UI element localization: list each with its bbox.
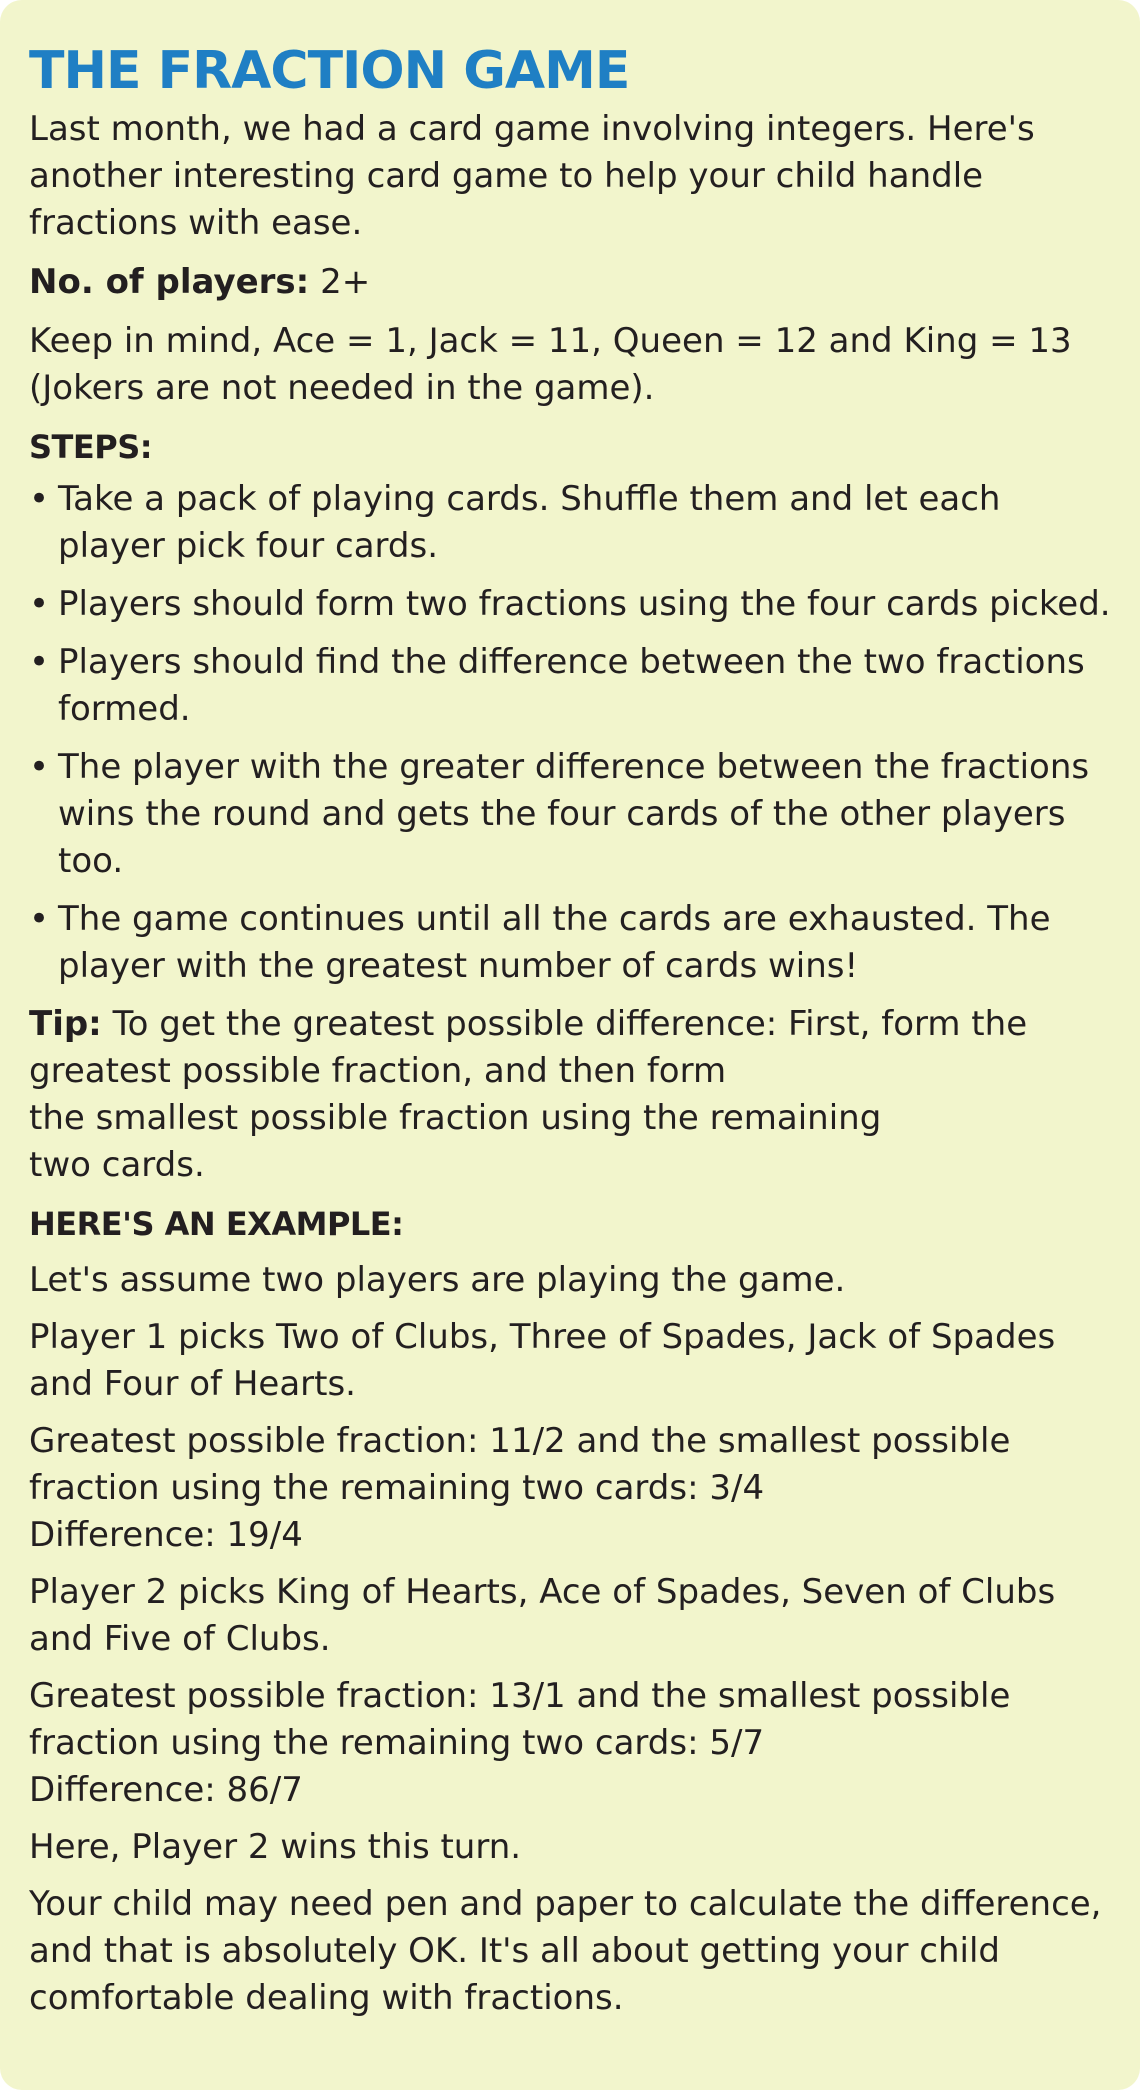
players-line [29,259,1112,306]
tip-paragraph [29,1001,1112,1189]
intro-paragraph: Last month, we had a card game involving integers. Here's another interesting card game to help your child handle fractions with ease. [29,109,1035,243]
step-item: • The player with the greater difference between the fractions wins the round and gets the four cards of the other players too. [29,744,1112,885]
step-item: • Take a pack of playing cards. Shuffle them and let each player pick four cards. [29,476,1112,570]
tip-line-1: To get the greatest possible difference: First, form the [112,1004,1028,1044]
example-heading: HERE'S AN EXAMPLE: [29,1205,404,1243]
tip-line-4: two cards. [29,1145,205,1185]
card-values-line-1: Keep in mind, Ace = 1, Jack = 11, Queen = 12 and King = 13 [29,321,1072,361]
page-title: THE FRACTION GAME [29,41,630,101]
example-line: Player 1 picks Two of Clubs, Three of Spades, Jack of Spades and Four of Hearts. [29,1317,1056,1404]
example-line: Let's assume two players are playing the game. [29,1260,846,1300]
players-label: No. of players: [29,262,310,302]
example-line: Difference: 86/7 [29,1770,303,1810]
step-item: • The game continues until all the cards are exhausted. The player with the greatest number of cards wins! [29,896,1112,990]
example-line: Greatest possible fraction: 11/2 and the smallest possible fraction using the remaining two cards: 3/4 [29,1421,1011,1508]
card-values-note [29,318,1112,412]
example-line: Greatest possible fraction: 13/1 and the smallest possible fraction using the remaining two cards: 5/7 [29,1676,1011,1763]
example-line: Difference: 19/4 [29,1515,303,1555]
steps-heading: STEPS: [29,428,153,466]
tip-label: Tip: [29,1004,102,1044]
tip-line-3: the smallest possible fraction using the remaining [29,1098,882,1138]
step-item: • Players should form two fractions using the four cards picked. [29,581,1112,628]
tip-line-2: greatest possible fraction, and then form [29,1051,727,1091]
players-value: 2+ [320,262,371,302]
card-values-line-2: (Jokers are not needed in the game). [29,368,655,408]
example-line: Player 2 picks King of Hearts, Ace of Spades, Seven of Clubs and Five of Clubs. [29,1572,1056,1659]
step-item: • Players should find the difference between the two fractions formed. [29,639,1112,733]
example-line: Your child may need pen and paper to calculate the difference, and that is absolutely OK. It's all about getting your child comfortable dealing with fractions. [29,1884,1102,2018]
example-line: Here, Player 2 wins this turn. [29,1827,522,1867]
steps-list [29,476,1112,990]
